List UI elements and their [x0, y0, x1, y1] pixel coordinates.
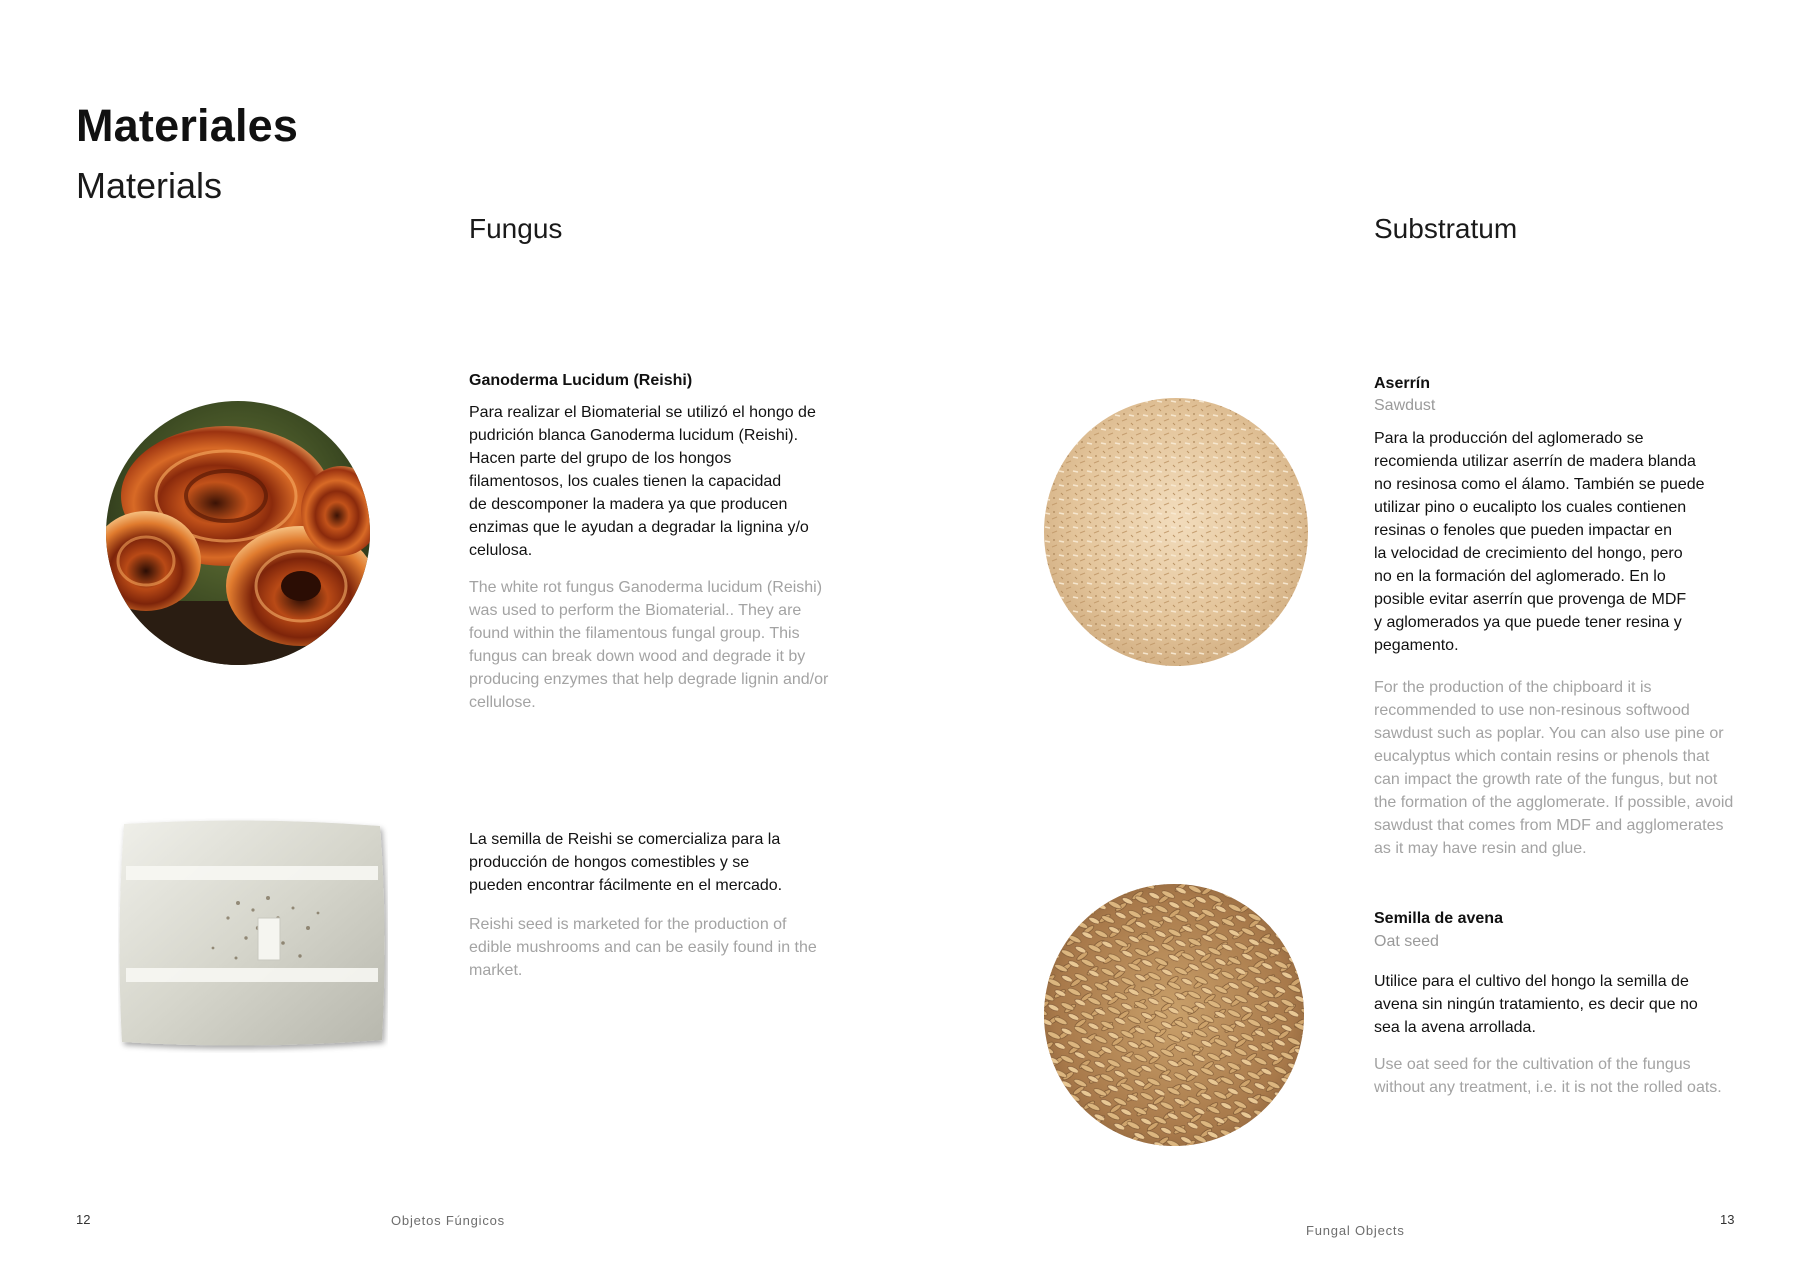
oat-description-en [1374, 1053, 1754, 1099]
reishi-seed-bag-image [118, 818, 388, 1053]
text-line: fungus can break down wood and degrade it by [469, 648, 806, 665]
text-line: Use oat seed for the cultivation of the fungus [1374, 1056, 1691, 1073]
text-line: Para la producción del aglomerado se [1374, 430, 1644, 447]
seed-description-es [469, 828, 869, 897]
text-line: cellulose. [469, 694, 536, 711]
sawdust-title-en: Sawdust [1374, 397, 1436, 414]
text-line: market. [469, 962, 523, 979]
text-line: pueden encontrar fácilmente en el mercado. [469, 877, 783, 894]
page-title: Materiales [76, 100, 299, 151]
oat-seed-image [1044, 884, 1304, 1146]
reishi-title: Ganoderma Lucidum (Reishi) [469, 372, 693, 389]
substratum-heading: Substratum [1374, 213, 1518, 244]
text-line: La semilla de Reishi se comercializa para la [469, 831, 781, 848]
sawdust-title: Aserrín [1374, 375, 1431, 392]
left-running-title: Objetos Fúngicos [391, 1213, 505, 1228]
text-line: de descomponer la madera ya que producen [469, 496, 788, 513]
right-page-number: 13 [1720, 1212, 1735, 1227]
sawdust-description-en [1374, 676, 1754, 860]
text-line: as it may have resin and glue. [1374, 840, 1587, 857]
text-line: no resinosa como el álamo. También se puede [1374, 476, 1705, 493]
text-line: the formation of the agglomerate. If possible, avoid [1374, 794, 1734, 811]
text-line: sawdust such as poplar. You can also use pine or [1374, 725, 1724, 742]
text-line: utilizar pino o eucalipto los cuales contienen [1374, 499, 1687, 516]
text-line: found within the filamentous fungal group. This [469, 625, 800, 642]
text-line: recomienda utilizar aserrín de madera blanda [1374, 453, 1696, 470]
left-page-number: 12 [76, 1212, 91, 1227]
reishi-mushroom-image [106, 401, 370, 665]
oat-title: Semilla de avena [1374, 910, 1503, 927]
text-line: pegamento. [1374, 637, 1459, 654]
sawdust-image [1044, 398, 1308, 666]
seed-description-en [469, 913, 869, 982]
text-line: producing enzymes that help degrade lignin and/or [469, 671, 829, 688]
text-line: y aglomerados ya que puede tener resina y [1374, 614, 1682, 631]
text-line: pudrición blanca Ganoderma lucidum (Reishi). [469, 427, 799, 444]
text-line: resinas o fenoles que pueden impactar en [1374, 522, 1672, 539]
text-line: Para realizar el Biomaterial se utilizó el hongo de [469, 404, 816, 421]
sawdust-description-es [1374, 427, 1754, 657]
text-line: edible mushrooms and can be easily found in the [469, 939, 817, 956]
reishi-description-en [469, 576, 869, 714]
fungus-heading: Fungus [469, 213, 563, 244]
text-line: sawdust that comes from MDF and agglomerates [1374, 817, 1724, 834]
oat-description-es [1374, 970, 1754, 1039]
text-line: sea la avena arrollada. [1374, 1019, 1536, 1036]
text-line: enzimas que le ayudan a degradar la lignina y/o [469, 519, 809, 536]
text-line: posible evitar aserrín que provenga de MDF [1374, 591, 1687, 608]
text-line: was used to perform the Biomaterial.. They are [469, 602, 802, 619]
text-line: eucalyptus which contain resins or phenols that [1374, 748, 1710, 765]
text-line: Hacen parte del grupo de los hongos [469, 450, 732, 467]
text-line: producción de hongos comestibles y se [469, 854, 750, 871]
text-line: Reishi seed is marketed for the production of [469, 916, 787, 933]
text-line: without any treatment, i.e. it is not the rolled oats. [1374, 1079, 1722, 1096]
text-line: recommended to use non-resinous softwood [1374, 702, 1690, 719]
text-line: no en la formación del aglomerado. En lo [1374, 568, 1666, 585]
right-running-title: Fungal Objects [1306, 1223, 1405, 1238]
text-line: filamentosos, los cuales tienen la capacidad [469, 473, 782, 490]
oat-title-en: Oat seed [1374, 933, 1439, 950]
text-line: The white rot fungus Ganoderma lucidum (Reishi) [469, 579, 823, 596]
text-line: can impact the growth rate of the fungus, but not [1374, 771, 1718, 788]
reishi-description-es [469, 401, 869, 562]
text-line: For the production of the chipboard it is [1374, 679, 1652, 696]
page-subtitle: Materials [76, 165, 223, 206]
text-line: celulosa. [469, 542, 533, 559]
text-line: avena sin ningún tratamiento, es decir que no [1374, 996, 1698, 1013]
text-line: la velocidad de crecimiento del hongo, pero [1374, 545, 1683, 562]
text-line: Utilice para el cultivo del hongo la semilla de [1374, 973, 1689, 990]
